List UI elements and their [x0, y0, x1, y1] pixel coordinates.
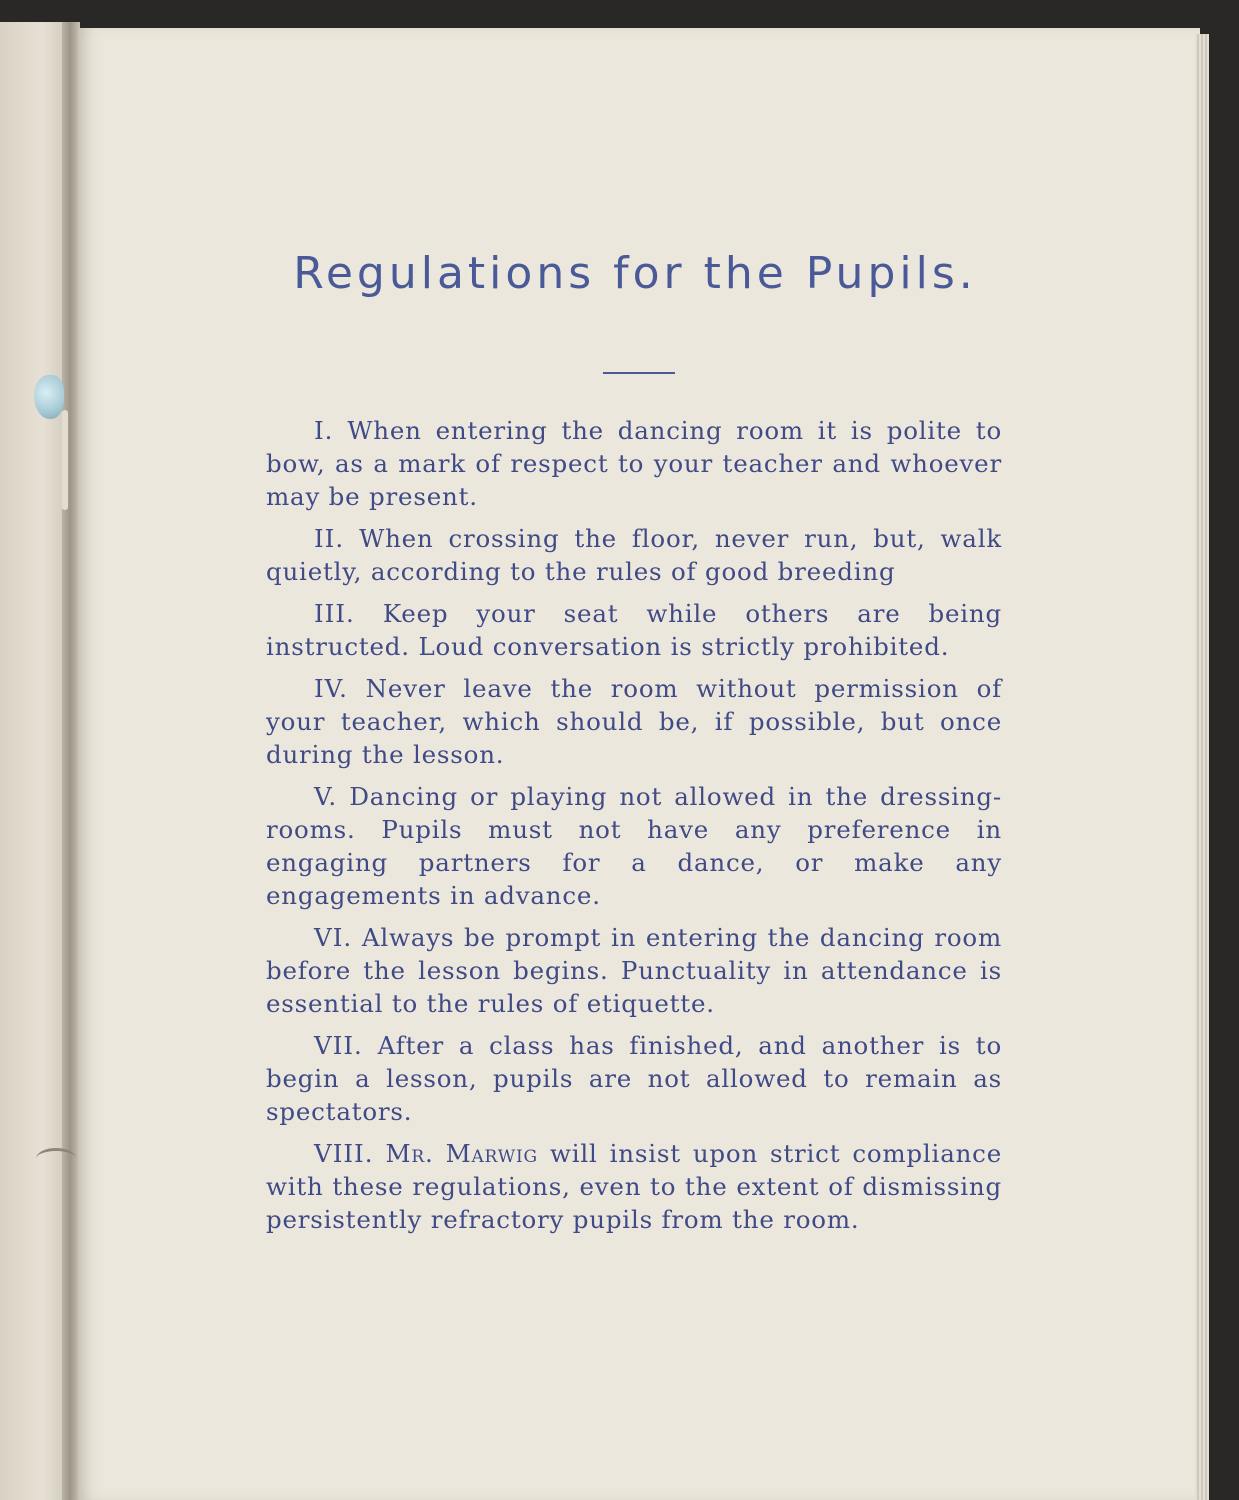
regulation-8 — [266, 1137, 1002, 1236]
regulation-4 — [266, 672, 1002, 771]
teacher-name: Mr. Marwig — [385, 1139, 538, 1168]
regulation-text: After a class has finished, and another is to begin a lesson, pupils are not allowed to remain as spectators. — [266, 1031, 1002, 1126]
regulation-text: Keep your seat while others are being instructed. Loud conversation is strictly prohibited. — [266, 599, 1002, 661]
regulation-2 — [266, 522, 1002, 588]
regulation-text: will insist upon strict compliance with these regulations, even to the extent of dismissing persistently refractory pupils from the room. — [266, 1139, 1002, 1234]
regulation-text: Never leave the room without permission of your teacher, which should be, if possible, but once during the lesson. — [266, 674, 1003, 769]
regulation-numeral: VIII. — [314, 1139, 374, 1168]
binding-stitch — [36, 1148, 76, 1169]
regulation-5 — [266, 780, 1002, 912]
regulation-6 — [266, 921, 1002, 1020]
regulation-3 — [266, 597, 1002, 663]
regulation-text: Dancing or playing not allowed in the dressing-rooms. Pupils must not have any preference in engaging partners for a dance, or make any engagements in advance. — [266, 782, 1002, 910]
regulation-text: When crossing the floor, never run, but, walk quietly, according to the rules of good breeding — [266, 524, 1002, 586]
regulation-7 — [266, 1029, 1002, 1128]
regulation-text: When entering the dancing room it is polite to bow, as a mark of respect to your teacher and whoever may be present. — [266, 416, 1003, 511]
title-divider — [603, 372, 675, 374]
page-edges — [1195, 34, 1209, 1500]
regulation-numeral: VII. — [314, 1031, 363, 1060]
binding-thread-knot — [34, 375, 64, 419]
regulation-text: Always be prompt in entering the dancing room before the lesson begins. Punctuality in attendance is essential to the rules of etiquette. — [266, 923, 1003, 1018]
left-page-edge — [0, 22, 70, 1500]
regulation-numeral: IV. — [314, 674, 348, 703]
regulation-1 — [266, 414, 1002, 513]
page-title: Regulations for the Pupils. — [293, 248, 977, 299]
regulation-numeral: III. — [314, 599, 355, 628]
regulation-numeral: II. — [314, 524, 345, 553]
regulations-list — [266, 414, 1002, 1245]
binding-thread — [62, 410, 68, 510]
regulation-numeral: I. — [314, 416, 334, 445]
regulation-numeral: VI. — [314, 923, 353, 952]
regulation-numeral: V. — [314, 782, 338, 811]
